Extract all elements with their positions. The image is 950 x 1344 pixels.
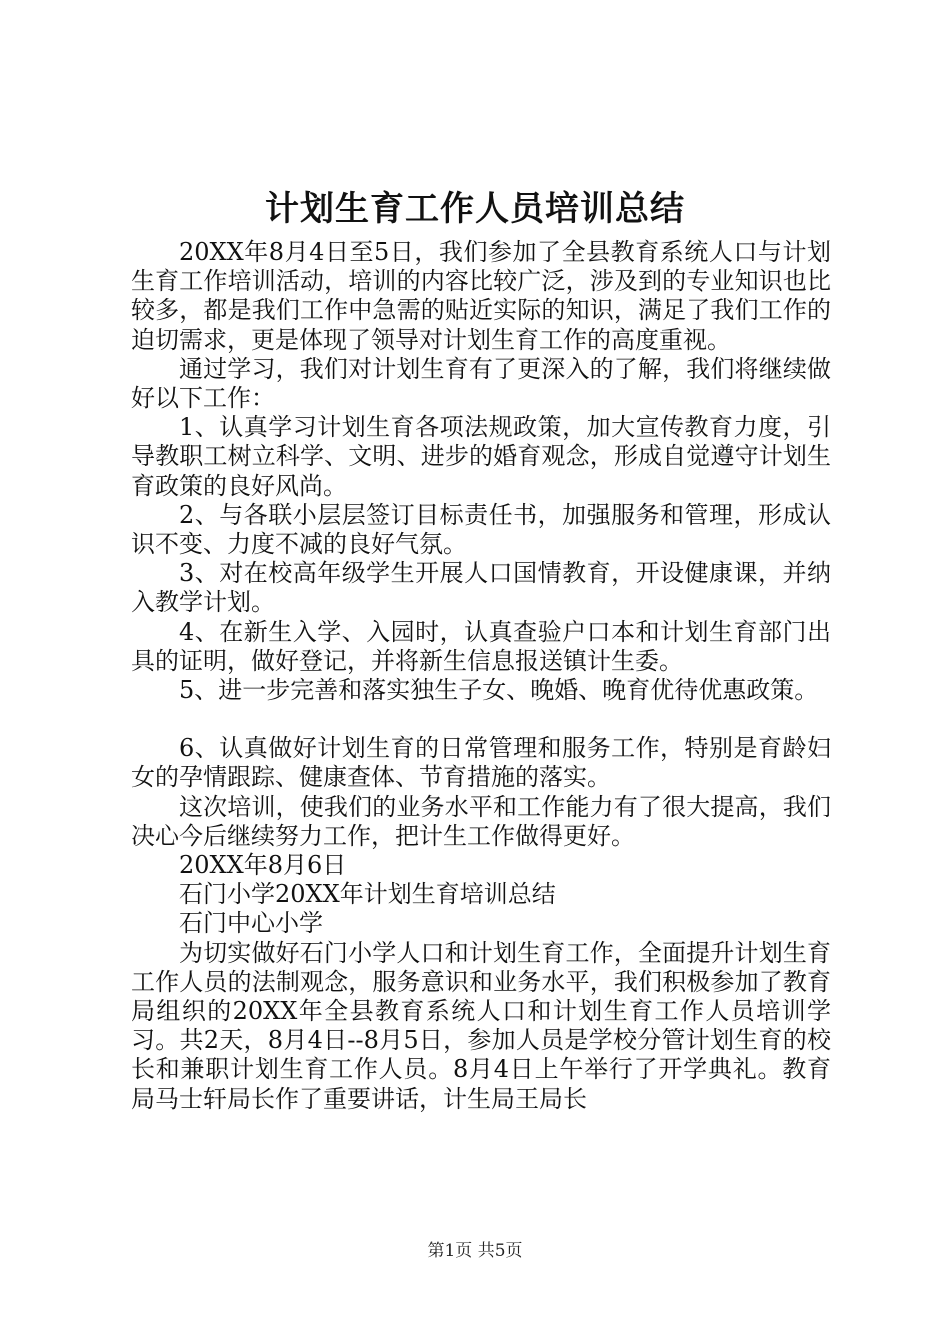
paragraph-item-1: 1、认真学习计划生育各项法规政策，加大宣传教育力度，引导教职工树立科学、文明、进步的婚育观念，形成自觉遵守计划生育政策的良好风尚。 <box>131 413 831 500</box>
document-title: 计划生育工作人员培训总结 <box>265 189 685 229</box>
paragraph-item-6: 6、认真做好计划生育的日常管理和服务工作，特别是育龄妇女的孕情跟踪、健康查体、节育措施的落实。 <box>131 734 831 792</box>
paragraph-intro: 20XX年8月4日至5日，我们参加了全县教育系统人口与计划生育工作培训活动，培训的内容比较广泛，涉及到的专业知识也比较多，都是我们工作中急需的贴近实际的知识，满足了我们工作的迫切需求，更是体现了领导对计划生育工作的高度重视。 <box>131 238 831 354</box>
paragraph-conclusion: 这次培训，使我们的业务水平和工作能力有了很大提高，我们决心今后继续努力工作，把计生工作做得更好。 <box>131 792 831 850</box>
date-line: 20XX年8月6日 <box>179 851 347 880</box>
page-footer: 第1页 共5页 <box>427 1241 523 1261</box>
paragraph-item-4: 4、在新生入学、入园时，认真查验户口本和计划生育部门出具的证明，做好登记，并将新生信息报送镇计生委。 <box>131 617 831 675</box>
paragraph-item-2: 2、与各联小层层签订目标责任书，加强服务和管理，形成认识不变、力度不减的良好气氛。 <box>131 500 831 559</box>
second-title: 石门小学20XX年计划生育培训总结 <box>179 880 556 909</box>
document-body <box>131 238 831 1114</box>
paragraph-second-intro: 为切实做好石门小学人口和计划生育工作，全面提升计划生育工作人员的法制观念，服务意识和业务水平，我们积极参加了教育局组织的20XX年全县教育系统人口和计划生育工作人员培训学习。共2天，8月4日--8月5日，参加人员是学校分管计划生育的校长和兼职计划生育工作人员。8月4日上午举行了开学典礼。教育局马士轩局长作了重要讲话，计生局王局长 <box>131 938 831 1113</box>
paragraph-item-3: 3、对在校高年级学生开展人口国情教育，开设健康课，并纳入教学计划。 <box>131 559 831 617</box>
paragraph-item-5: 5、进一步完善和落实独生子女、晚婚、晚育优待优惠政策。 <box>179 676 819 705</box>
paragraph-study: 通过学习，我们对计划生育有了更深入的了解，我们将继续做好以下工作： <box>131 354 831 413</box>
blank-line <box>131 705 831 734</box>
school-name: 石门中心小学 <box>179 909 323 938</box>
